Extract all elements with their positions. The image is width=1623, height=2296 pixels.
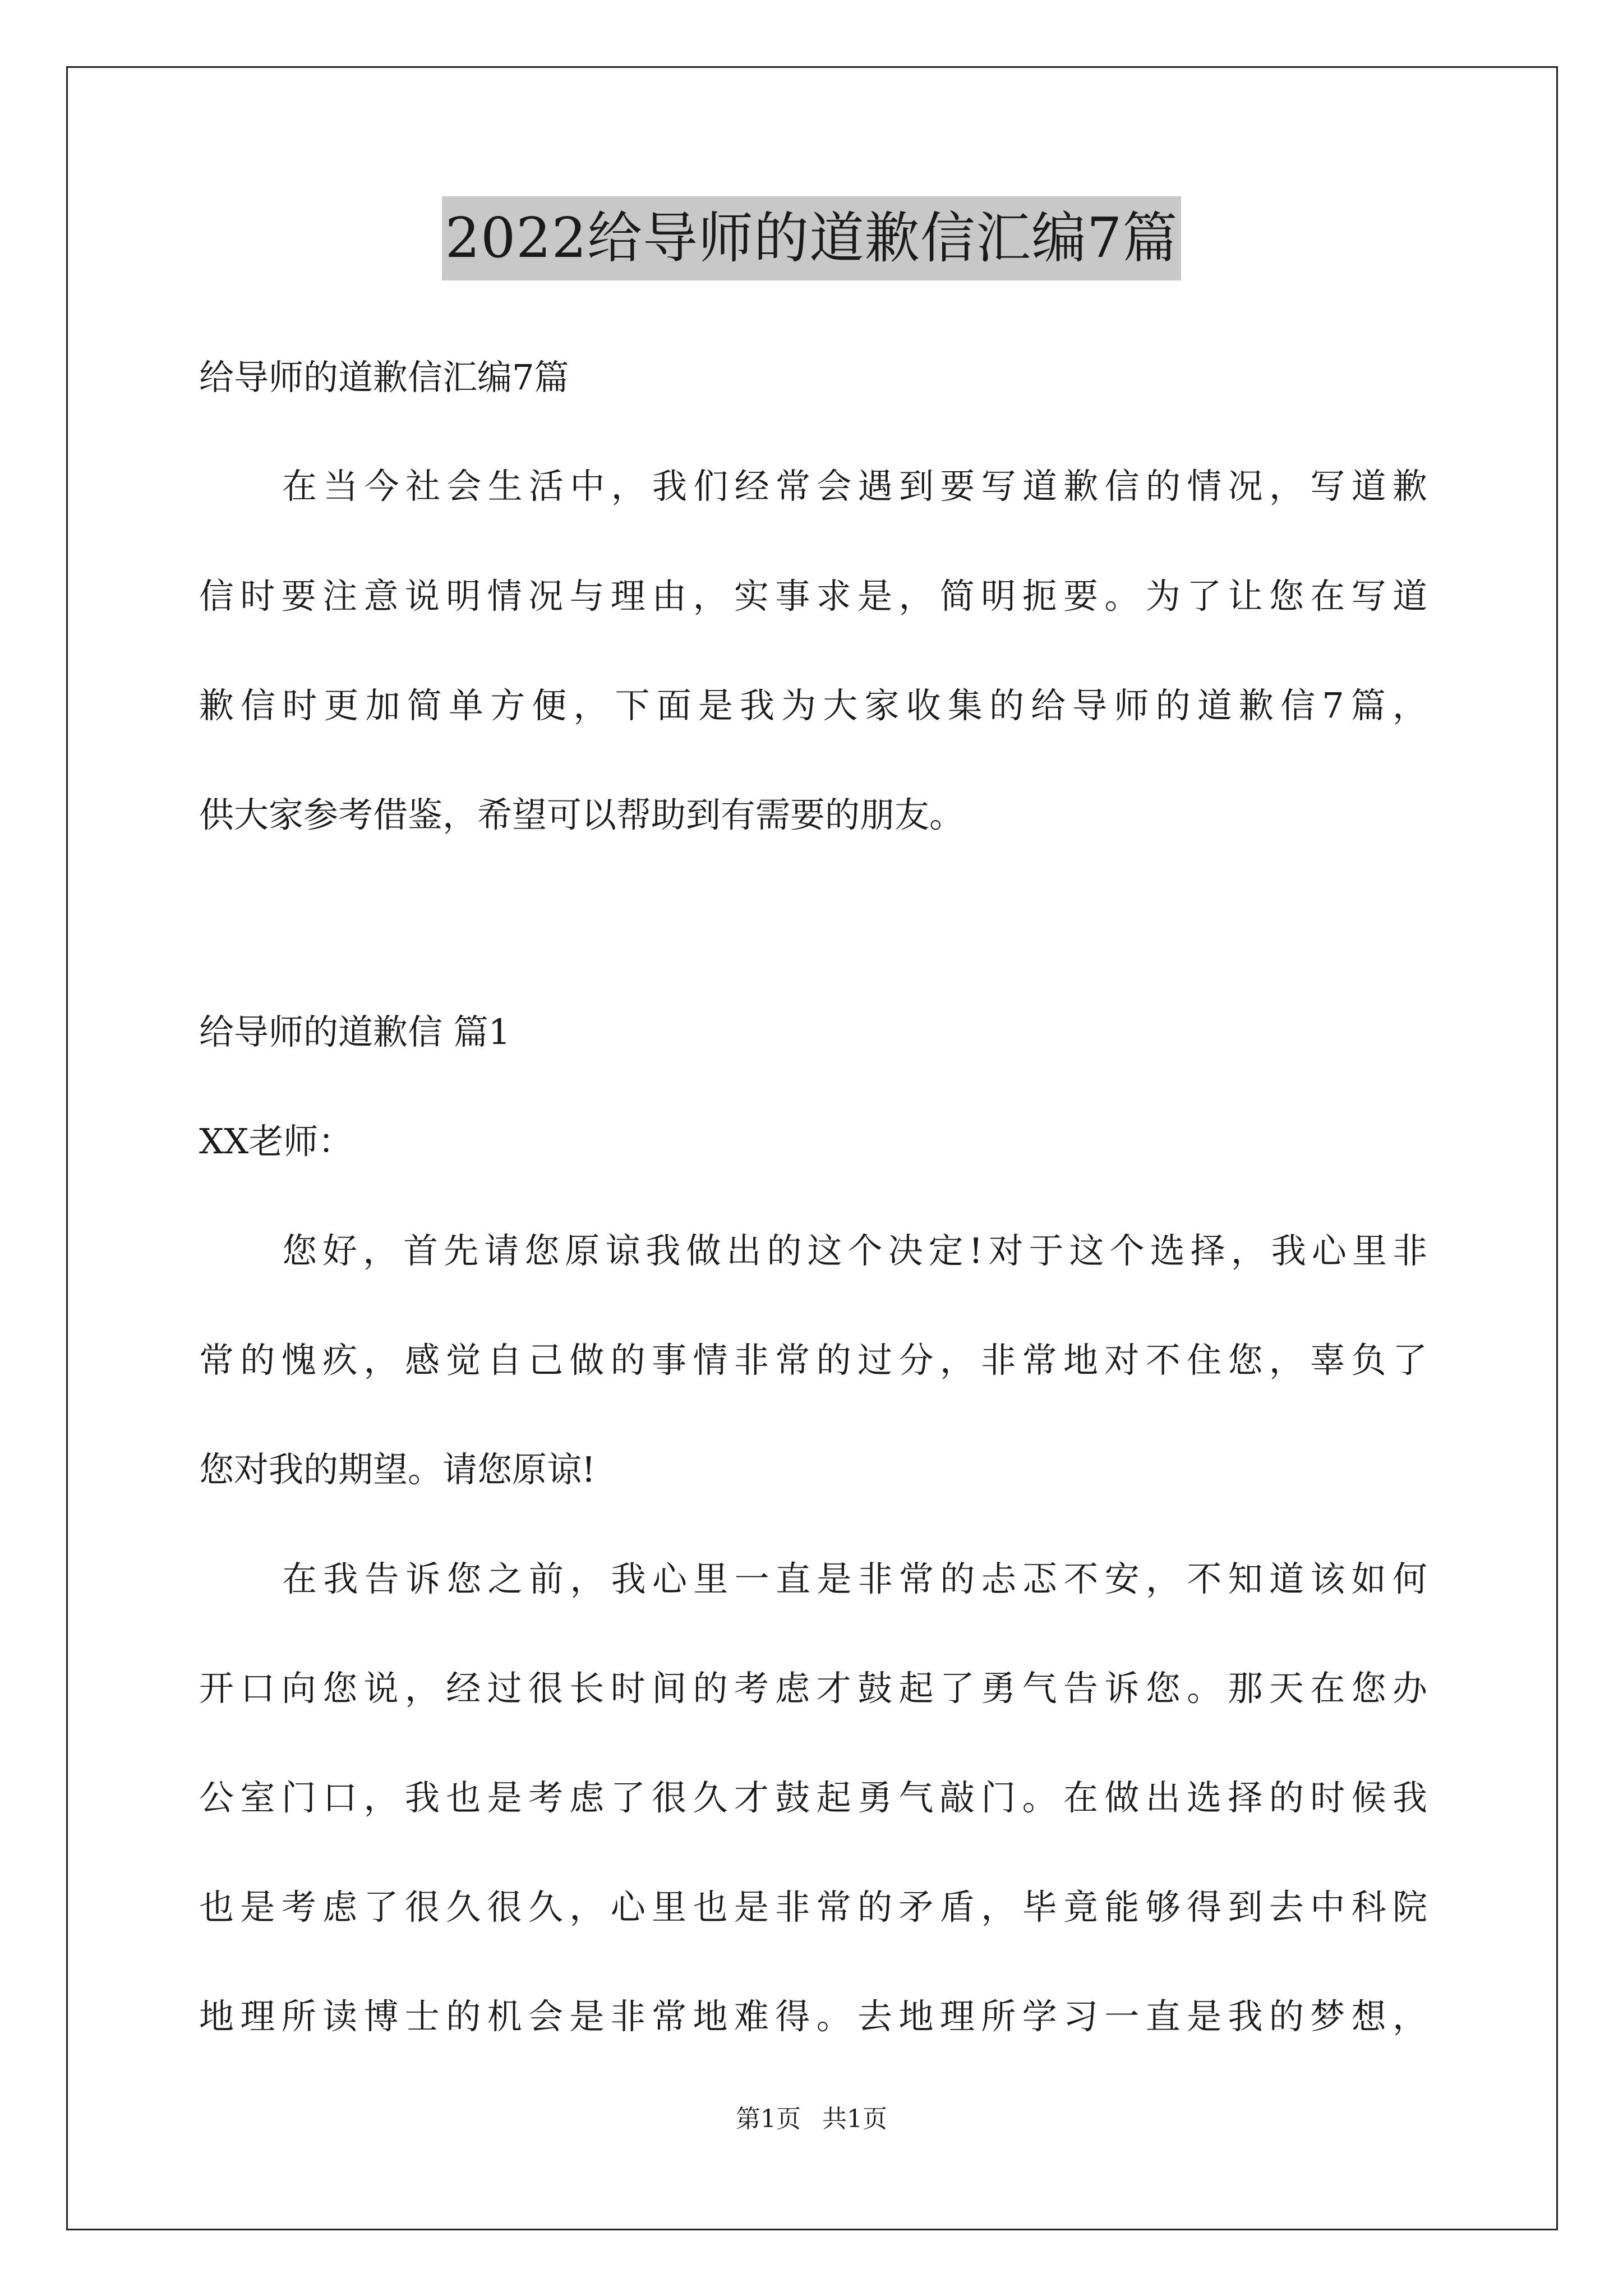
para2-line-2: 开口向您说，经过很长时间的考虑才鼓起了勇气告诉您。那天在您办: [199, 1668, 1427, 1709]
intro-line-2: 信时要注意说明情况与理由，实事求是，简明扼要。为了让您在写道: [199, 576, 1427, 616]
para2-line-1: 在我告诉您之前，我心里一直是非常的忐忑不安，不知道该如何: [282, 1558, 1427, 1599]
salutation: XX老师：: [199, 1121, 353, 1162]
page-total: 共1页: [822, 2105, 887, 2133]
para2-line-5: 地理所读博士的机会是非常地难得。去地理所学习一直是我的梦想，: [199, 1996, 1427, 2037]
intro-line-3: 歉信时更加简单方便，下面是我为大家收集的给导师的道歉信7篇，: [199, 685, 1427, 726]
document-title: 2022给导师的道歉信汇编7篇: [442, 196, 1182, 280]
page-number: 第1页: [736, 2105, 801, 2133]
intro-line-1: 在当今社会生活中，我们经常会遇到要写道歉信的情况，写道歉: [282, 466, 1427, 507]
page-footer: [0, 2102, 1623, 2136]
document-subtitle: 给导师的道歉信汇编7篇: [199, 357, 569, 398]
para2-line-4: 也是考虑了很久很久，心里也是非常的矛盾，毕竟能够得到去中科院: [199, 1887, 1427, 1927]
para1-line-3: 您对我的期望。请您原谅!: [199, 1449, 596, 1490]
para1-line-1: 您好，首先请您原谅我做出的这个决定!对于这个选择，我心里非: [282, 1230, 1427, 1271]
para2-line-3: 公室门口，我也是考虑了很久才鼓起勇气敲门。在做出选择的时候我: [199, 1777, 1427, 1818]
section-heading: 给导师的道歉信 篇1: [199, 1011, 511, 1052]
title-wrapper: [0, 196, 1623, 280]
intro-line-4: 供大家参考借鉴，希望可以帮助到有需要的朋友。: [199, 794, 965, 835]
para1-line-2: 常的愧疚，感觉自己做的事情非常的过分，非常地对不住您，辜负了: [199, 1340, 1427, 1381]
